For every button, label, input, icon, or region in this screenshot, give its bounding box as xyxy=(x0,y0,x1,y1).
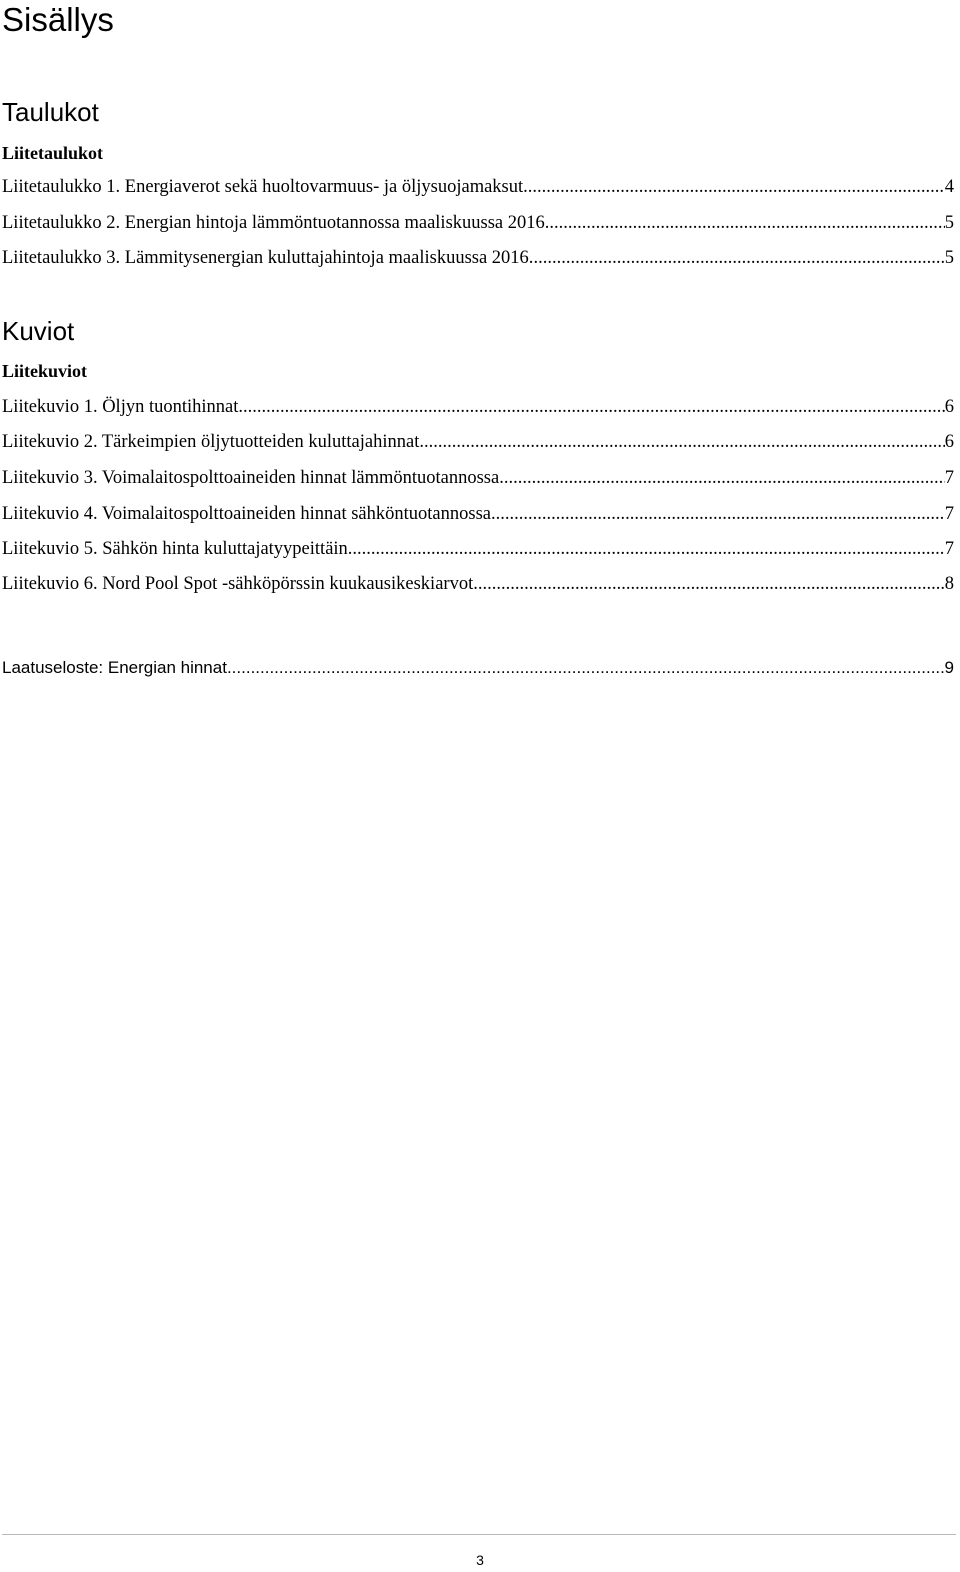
toc-entry-page: 6 xyxy=(944,397,954,417)
toc-leader-dots xyxy=(419,430,944,454)
toc-leader-dots xyxy=(491,502,945,526)
toc-leader-dots xyxy=(549,211,944,235)
toc-entry-page: 7 xyxy=(944,468,954,488)
toc-entry-page: 5 xyxy=(944,248,954,268)
toc-entry-page: 5 xyxy=(944,213,954,233)
toc-entry-label: Liitekuvio 5. Sähkön hinta kuluttajatyypeittäin xyxy=(2,539,348,559)
toc-leader-dots xyxy=(348,537,945,561)
toc-entry-appendix-figure-3[interactable] xyxy=(2,466,954,490)
page-number: 3 xyxy=(476,1552,484,1568)
appendix-tables-subheading: Liitetaulukot xyxy=(2,143,104,163)
toc-entry-page: 8 xyxy=(944,574,954,594)
toc-entry-label: Liitekuvio 6. Nord Pool Spot -sähköpörssin kuukausikeskiarvot xyxy=(2,574,474,594)
toc-entry-page: 7 xyxy=(944,539,954,559)
toc-entry-appendix-figure-2[interactable] xyxy=(2,430,954,454)
toc-leader-dots xyxy=(523,175,945,199)
toc-entry-quality-description[interactable] xyxy=(2,656,954,680)
toc-entry-appendix-table-3[interactable] xyxy=(2,246,954,270)
toc-entry-page: 9 xyxy=(944,658,954,677)
toc-entry-label: Liitetaulukko 2. Energian hintoja lämmöntuotannossa maaliskuussa 2016. xyxy=(2,213,550,233)
toc-entry-appendix-table-2[interactable] xyxy=(2,211,954,235)
toc-leader-dots xyxy=(238,395,944,419)
toc-leader-dots xyxy=(499,466,945,490)
tables-heading: Taulukot xyxy=(2,97,99,127)
toc-leader-dots xyxy=(227,656,945,680)
toc-entry-appendix-figure-5[interactable] xyxy=(2,537,954,561)
toc-entry-label: Liitekuvio 4. Voimalaitospolttoaineiden hinnat sähköntuotannossa xyxy=(2,504,491,524)
appendix-figures-subheading: Liitekuviot xyxy=(2,361,88,381)
toc-entry-label: Liitetaulukko 3. Lämmitysenergian kuluttajahintoja maaliskuussa 2016. xyxy=(2,248,534,268)
toc-entry-appendix-figure-1[interactable] xyxy=(2,395,954,419)
toc-title: Sisällys xyxy=(2,1,114,38)
toc-entry-appendix-table-1[interactable] xyxy=(2,175,954,199)
toc-entry-appendix-figure-6[interactable] xyxy=(2,572,954,596)
toc-leader-dots xyxy=(533,246,944,270)
toc-entry-label: Liitekuvio 2. Tärkeimpien öljytuotteiden kuluttajahinnat xyxy=(2,432,420,452)
toc-entry-label: Liitetaulukko 1. Energiaverot sekä huoltovarmuus- ja öljysuojamaksut xyxy=(2,177,524,197)
toc-entry-label: Liitekuvio 1. Öljyn tuontihinnat xyxy=(2,397,239,417)
figures-heading: Kuviot xyxy=(2,316,75,346)
toc-entry-label: Laatuseloste: Energian hinnat xyxy=(2,658,227,677)
toc-entry-page: 6 xyxy=(944,432,954,452)
toc-entry-label: Liitekuvio 3. Voimalaitospolttoaineiden hinnat lämmöntuotannossa xyxy=(2,468,500,488)
toc-leader-dots xyxy=(473,572,945,596)
toc-entry-appendix-figure-4[interactable] xyxy=(2,502,954,526)
toc-entry-page: 4 xyxy=(944,177,954,197)
toc-entry-page: 7 xyxy=(944,504,954,524)
footer-divider xyxy=(2,1534,956,1535)
